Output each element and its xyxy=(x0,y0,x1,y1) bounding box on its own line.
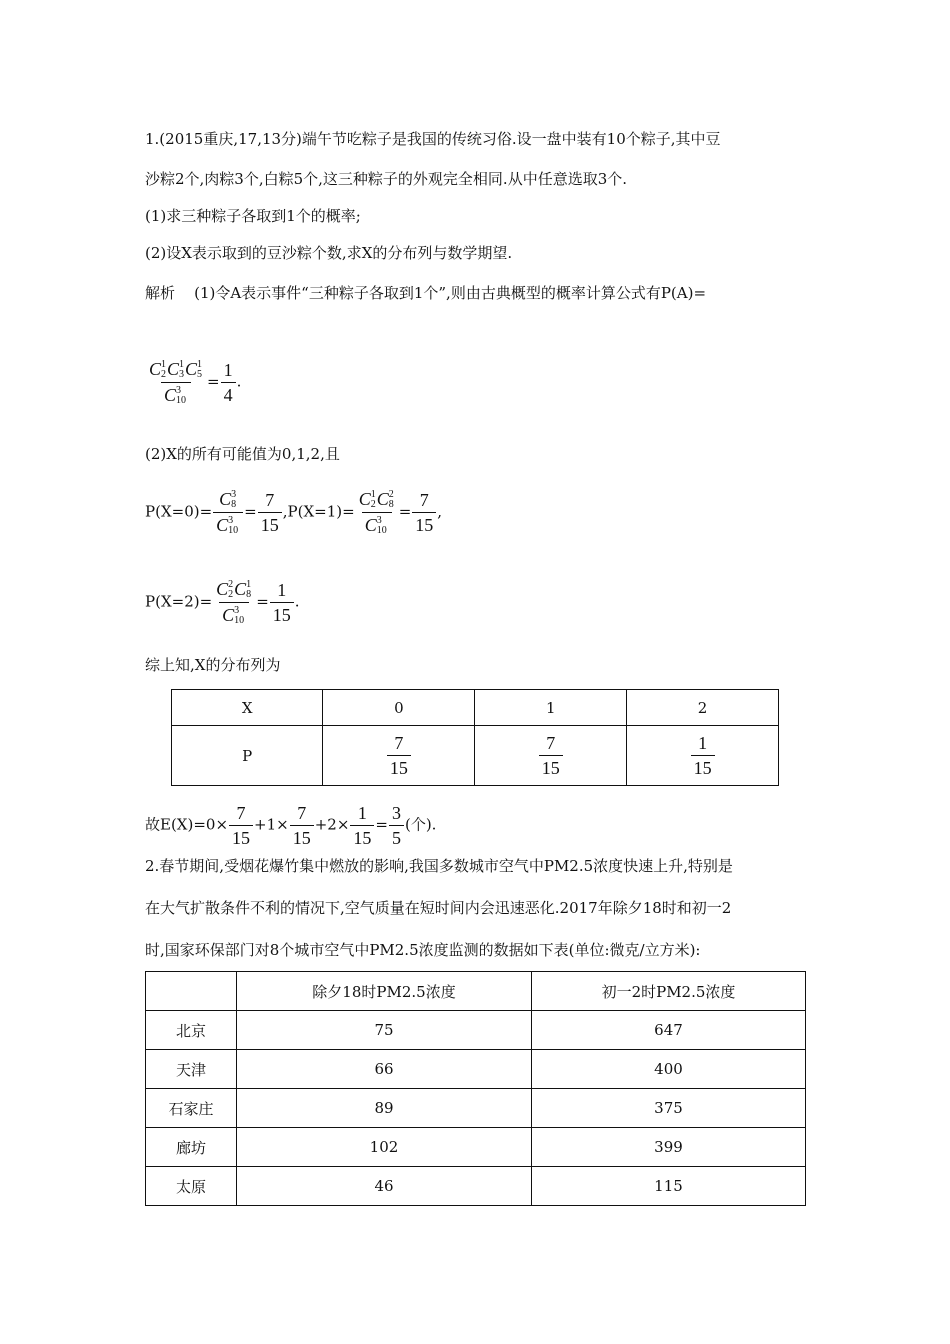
px1-combination: C 1 2 C 2 8 C 3 10 xyxy=(358,489,394,536)
table-cell: 1 xyxy=(475,690,627,726)
expectation-formula: 故E(X)=0× $\frac{7}{15}$ +1× $\frac{7}{15}$ +2× $\frac{1}{15}$ = $\frac{3}{5}$ (个). xyxy=(145,803,437,848)
table-cell: 石家庄 xyxy=(146,1089,237,1128)
table-cell: 0 xyxy=(323,690,475,726)
table-header-cell: 除夕18时PM2.5浓度 xyxy=(237,972,532,1011)
solution-part1: (1)令A表示事件“三种粽子各取到1个”,则由古典概型的概率计算公式有P(A)= xyxy=(194,284,707,302)
table-cell: 天津 xyxy=(146,1050,237,1089)
px2-result: $\frac{1}{15}$ xyxy=(270,579,294,626)
problem1-question1: (1)求三种粽子各取到1个的概率; xyxy=(145,207,361,225)
table-cell: 太原 xyxy=(146,1167,237,1206)
table-cell: 399 xyxy=(532,1128,806,1167)
px2-label: P(X=2)= xyxy=(145,592,213,611)
pa-result: $\frac{1}{4}$ xyxy=(221,359,236,406)
table-header-cell: 初一2时PM2.5浓度 xyxy=(532,972,806,1011)
solution-line1 xyxy=(145,283,706,303)
table-cell: 647 xyxy=(532,1011,806,1050)
table-cell: 46 xyxy=(237,1167,532,1206)
table-row xyxy=(146,1089,806,1128)
problem2-line3: 时,国家环保部门对8个城市空气中PM2.5浓度监测的数据如下表(单位:微克/立方米): xyxy=(145,941,701,959)
px0-px1-formulas: P(X=0)= C 3 8 C 3 10 = $\frac{7}{15}$ ,P(X=1)= C 1 2 C 2 8 C 3 10 = $\frac{7}{15}$ , xyxy=(145,489,443,536)
table-row xyxy=(146,1128,806,1167)
table-cell: 115 xyxy=(532,1167,806,1206)
px1-result: $\frac{7}{15}$ xyxy=(412,489,436,536)
table-cell: 102 xyxy=(237,1128,532,1167)
table-cell: 66 xyxy=(237,1050,532,1089)
table-cell: $\frac{7}{15}$ xyxy=(475,726,627,786)
table-cell: X xyxy=(172,690,323,726)
table-header-row xyxy=(146,972,806,1011)
table-cell: 75 xyxy=(237,1011,532,1050)
pa-fraction: C 1 2 C 1 3 C 1 5 C 3 10 xyxy=(149,359,203,406)
table-row xyxy=(172,690,779,726)
table-cell: $\frac{7}{15}$ xyxy=(323,726,475,786)
distribution-table xyxy=(171,689,779,786)
table-row xyxy=(146,1167,806,1206)
table-cell: 89 xyxy=(237,1089,532,1128)
table-row xyxy=(172,726,779,786)
solution-label: 解析 xyxy=(145,284,176,302)
solution-part2: (2)X的所有可能值为0,1,2,且 xyxy=(145,445,340,463)
problem1-line1: 1.(2015重庆,17,13分)端午节吃粽子是我国的传统习俗.设一盘中装有10个粽子,其中豆 xyxy=(145,130,721,148)
problem2-line2: 在大气扩散条件不利的情况下,空气质量在短时间内会迅速恶化.2017年除夕18时和初一2 xyxy=(145,899,732,917)
table-cell: 廊坊 xyxy=(146,1128,237,1167)
table-row xyxy=(146,1011,806,1050)
px0-label: P(X=0)= xyxy=(145,502,213,521)
px0-result: $\frac{7}{15}$ xyxy=(258,489,282,536)
table-cell: 375 xyxy=(532,1089,806,1128)
pm25-table xyxy=(145,971,806,1206)
px2-formula: P(X=2)= C 2 2 C 1 8 C 3 10 = $\frac{1}{15}$ . xyxy=(145,579,300,626)
table-header-cell xyxy=(146,972,237,1011)
summary-text: 综上知,X的分布列为 xyxy=(145,656,281,674)
table-cell: P xyxy=(172,726,323,786)
pa-formula: C 1 2 C 1 3 C 1 5 C 3 10 = $\frac{1}{4}$ . xyxy=(145,358,241,407)
table-cell: 400 xyxy=(532,1050,806,1089)
px2-combination: C 2 2 C 1 8 C 3 10 xyxy=(216,579,252,626)
table-cell: $\frac{1}{15}$ xyxy=(627,726,779,786)
px1-label: P(X=1)= xyxy=(287,502,355,521)
problem1-line2: 沙粽2个,肉粽3个,白粽5个,这三种粽子的外观完全相同.从中任意选取3个. xyxy=(145,170,628,188)
px0-combination: C 3 8 C 3 10 xyxy=(213,488,243,537)
problem1-question2: (2)设X表示取到的豆沙粽个数,求X的分布列与数学期望. xyxy=(145,244,513,262)
table-cell: 北京 xyxy=(146,1011,237,1050)
problem2-line1: 2.春节期间,受烟花爆竹集中燃放的影响,我国多数城市空气中PM2.5浓度快速上升,特别是 xyxy=(145,857,733,875)
table-row xyxy=(146,1050,806,1089)
table-cell: 2 xyxy=(627,690,779,726)
